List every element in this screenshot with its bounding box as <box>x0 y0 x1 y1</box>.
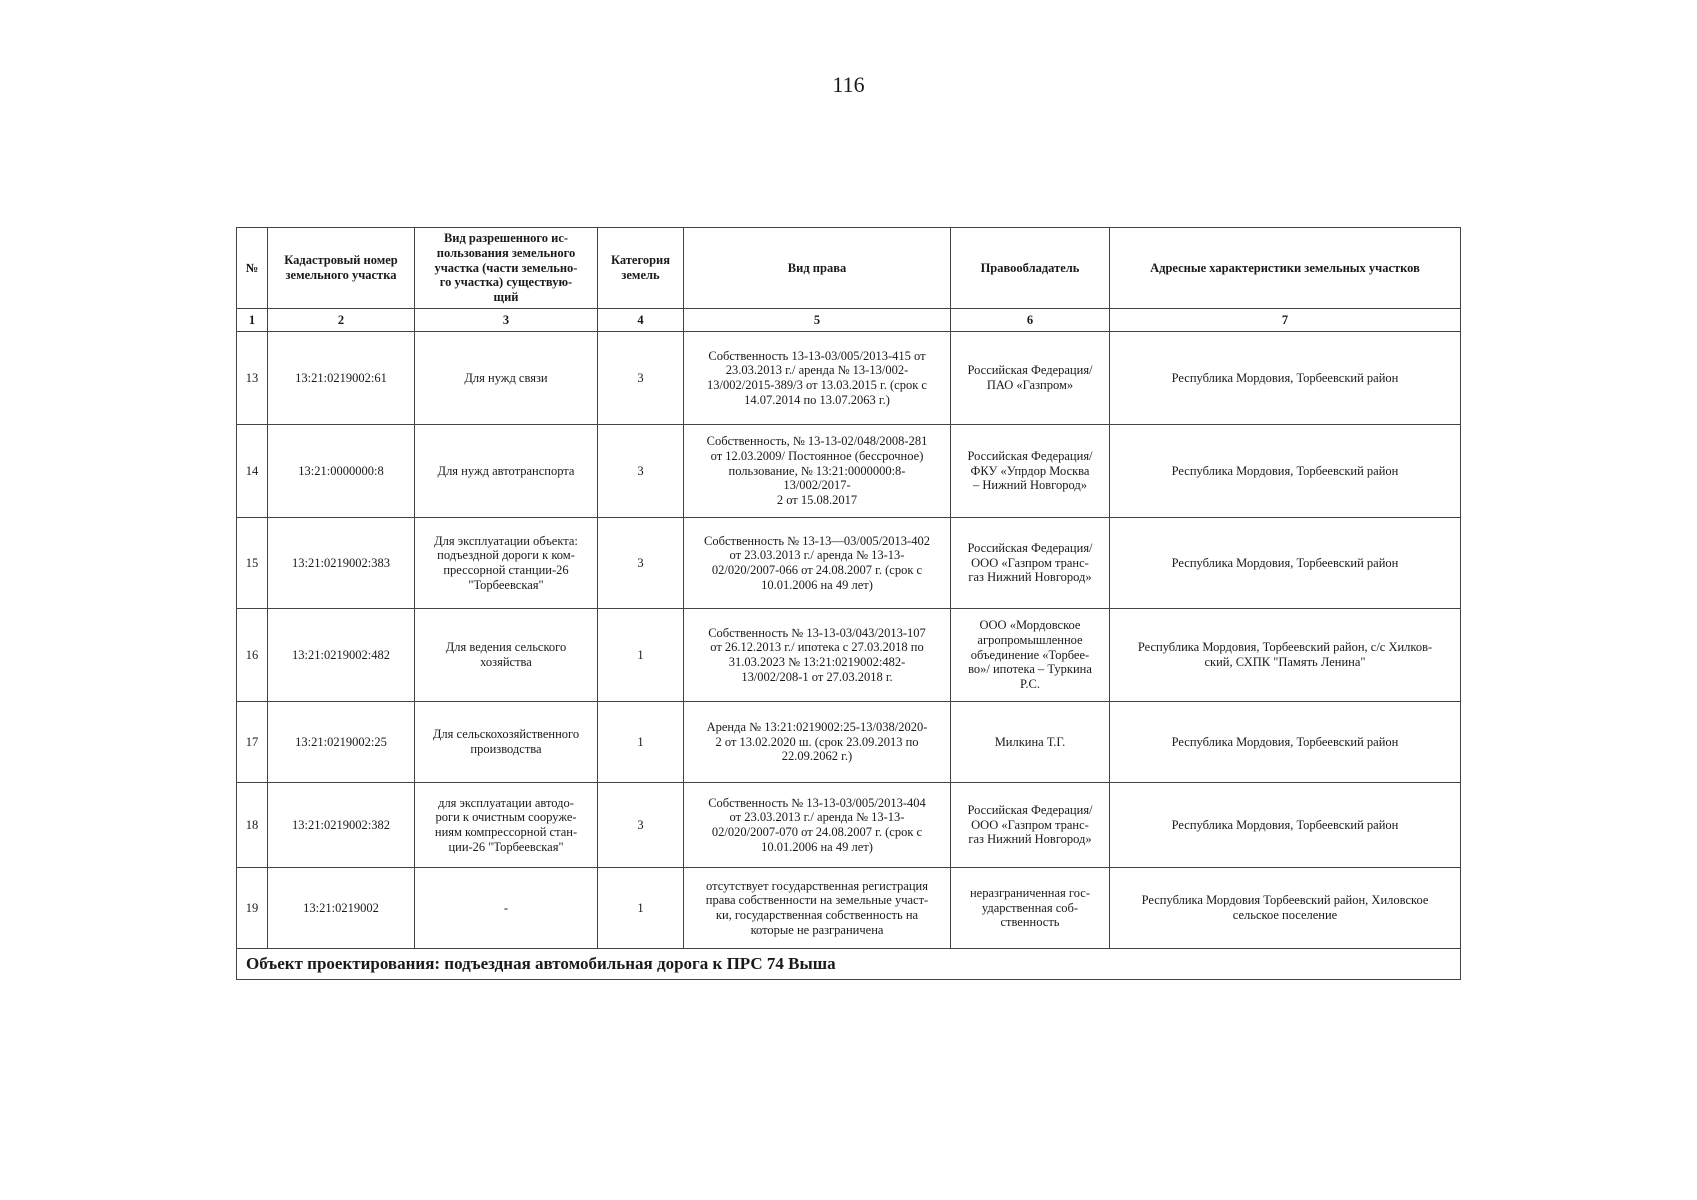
permitted-use: для эксплуатации автодо- роги к очистным сооруже- ниям компрессорной стан- ции-26 "Торбеевская" <box>415 783 598 868</box>
right-type: Собственность 13-13-03/005/2013-415 от 23.03.2013 г./ аренда № 13-13/002- 13/002/2015-389/3 от 13.03.2015 г. (срок с 14.07.2014 по 13.07.2063 г.) <box>684 332 951 425</box>
row-number: 18 <box>237 783 268 868</box>
header-address: Адресные характеристики земельных участков <box>1110 228 1461 309</box>
column-number: 1 <box>237 309 268 332</box>
table-row <box>237 702 1461 783</box>
permitted-use: Для сельскохозяйственного производства <box>415 702 598 783</box>
land-category: 3 <box>598 332 684 425</box>
right-holder: ООО «Мордовское агропромышленное объединение «Торбее- во»/ ипотека – Туркина Р.С. <box>951 609 1110 702</box>
table-header-row <box>237 228 1461 309</box>
land-category: 1 <box>598 868 684 949</box>
address: Республика Мордовия, Торбеевский район <box>1110 702 1461 783</box>
permitted-use: Для нужд автотранспорта <box>415 425 598 518</box>
header-number: № <box>237 228 268 309</box>
table-row <box>237 868 1461 949</box>
right-holder: Российская Федерация/ ООО «Газпром транс- газ Нижний Новгород» <box>951 783 1110 868</box>
design-object-title: Объект проектирования: подъездная автомобильная дорога к ПРС 74 Выша <box>237 949 1461 980</box>
header-permitted-use: Вид разрешенного ис- пользования земельного участка (части земельно- го участка) существую- щий <box>415 228 598 309</box>
right-holder: Российская Федерация/ ООО «Газпром транс- газ Нижний Новгород» <box>951 518 1110 609</box>
right-type: Аренда № 13:21:0219002:25-13/038/2020- 2 от 13.02.2020 ш. (срок 23.09.2013 по 22.09.2062 г.) <box>684 702 951 783</box>
address: Республика Мордовия, Торбеевский район <box>1110 783 1461 868</box>
address: Республика Мордовия, Торбеевский район <box>1110 332 1461 425</box>
table-row <box>237 609 1461 702</box>
right-type: Собственность № 13-13-03/005/2013-404 от 23.03.2013 г./ аренда № 13-13- 02/020/2007-070 от 24.08.2007 г. (срок с 10.01.2006 на 49 лет) <box>684 783 951 868</box>
land-category: 3 <box>598 425 684 518</box>
design-object-row <box>237 949 1461 980</box>
right-holder: Российская Федерация/ ПАО «Газпром» <box>951 332 1110 425</box>
row-number: 13 <box>237 332 268 425</box>
permitted-use: Для эксплуатации объекта: подъездной дороги к ком- прессорной станции-26 "Торбеевская" <box>415 518 598 609</box>
row-number: 19 <box>237 868 268 949</box>
column-number: 7 <box>1110 309 1461 332</box>
right-holder: неразграниченная гос- ударственная соб- ственность <box>951 868 1110 949</box>
row-number: 14 <box>237 425 268 518</box>
right-holder: Милкина Т.Г. <box>951 702 1110 783</box>
right-type: Собственность № 13-13-03/043/2013-107 от 26.12.2013 г./ ипотека с 27.03.2018 по 31.03.2023 № 13:21:0219002:482- 13/002/208-1 от 27.03.2018 г. <box>684 609 951 702</box>
column-number: 5 <box>684 309 951 332</box>
land-category: 1 <box>598 609 684 702</box>
header-right-type: Вид права <box>684 228 951 309</box>
table-row <box>237 783 1461 868</box>
cadastral-number: 13:21:0219002:25 <box>268 702 415 783</box>
right-holder: Российская Федерация/ ФКУ «Упрдор Москва – Нижний Новгород» <box>951 425 1110 518</box>
right-type: отсутствует государственная регистрация права собственности на земельные участ- ки, государственная собственность на которые не разграничена <box>684 868 951 949</box>
address: Республика Мордовия, Торбеевский район <box>1110 518 1461 609</box>
cadastral-number: 13:21:0219002:482 <box>268 609 415 702</box>
cadastral-number: 13:21:0219002 <box>268 868 415 949</box>
row-number: 16 <box>237 609 268 702</box>
land-category: 3 <box>598 518 684 609</box>
column-number: 2 <box>268 309 415 332</box>
address: Республика Мордовия, Торбеевский район, с/с Хилков- ский, СХПК "Память Ленина" <box>1110 609 1461 702</box>
header-right-holder: Правообладатель <box>951 228 1110 309</box>
cadastral-number: 13:21:0219002:383 <box>268 518 415 609</box>
row-number: 17 <box>237 702 268 783</box>
permitted-use: Для ведения сельского хозяйства <box>415 609 598 702</box>
table-row <box>237 518 1461 609</box>
row-number: 15 <box>237 518 268 609</box>
column-number: 6 <box>951 309 1110 332</box>
column-number-row <box>237 309 1461 332</box>
cadastral-number: 13:21:0219002:382 <box>268 783 415 868</box>
table-row <box>237 332 1461 425</box>
table-row <box>237 425 1461 518</box>
cadastral-number: 13:21:0000000:8 <box>268 425 415 518</box>
land-plots-table <box>236 227 1461 980</box>
right-type: Собственность № 13-13—03/005/2013-402 от 23.03.2013 г./ аренда № 13-13- 02/020/2007-066 от 24.08.2007 г. (срок с 10.01.2006 на 49 лет) <box>684 518 951 609</box>
address: Республика Мордовия, Торбеевский район <box>1110 425 1461 518</box>
page-number: 116 <box>832 72 865 97</box>
land-category: 1 <box>598 702 684 783</box>
cadastral-number: 13:21:0219002:61 <box>268 332 415 425</box>
header-land-category: Категория земель <box>598 228 684 309</box>
column-number: 3 <box>415 309 598 332</box>
permitted-use: Для нужд связи <box>415 332 598 425</box>
permitted-use: - <box>415 868 598 949</box>
column-number: 4 <box>598 309 684 332</box>
right-type: Собственность, № 13-13-02/048/2008-281 от 12.03.2009/ Постоянное (бессрочное) пользование, № 13:21:0000000:8- 13/002/2017- 2 от 15.08.2017 <box>684 425 951 518</box>
land-category: 3 <box>598 783 684 868</box>
address: Республика Мордовия Торбеевский район, Хиловское сельское поселение <box>1110 868 1461 949</box>
header-cadastral-number: Кадастровый номер земельного участка <box>268 228 415 309</box>
